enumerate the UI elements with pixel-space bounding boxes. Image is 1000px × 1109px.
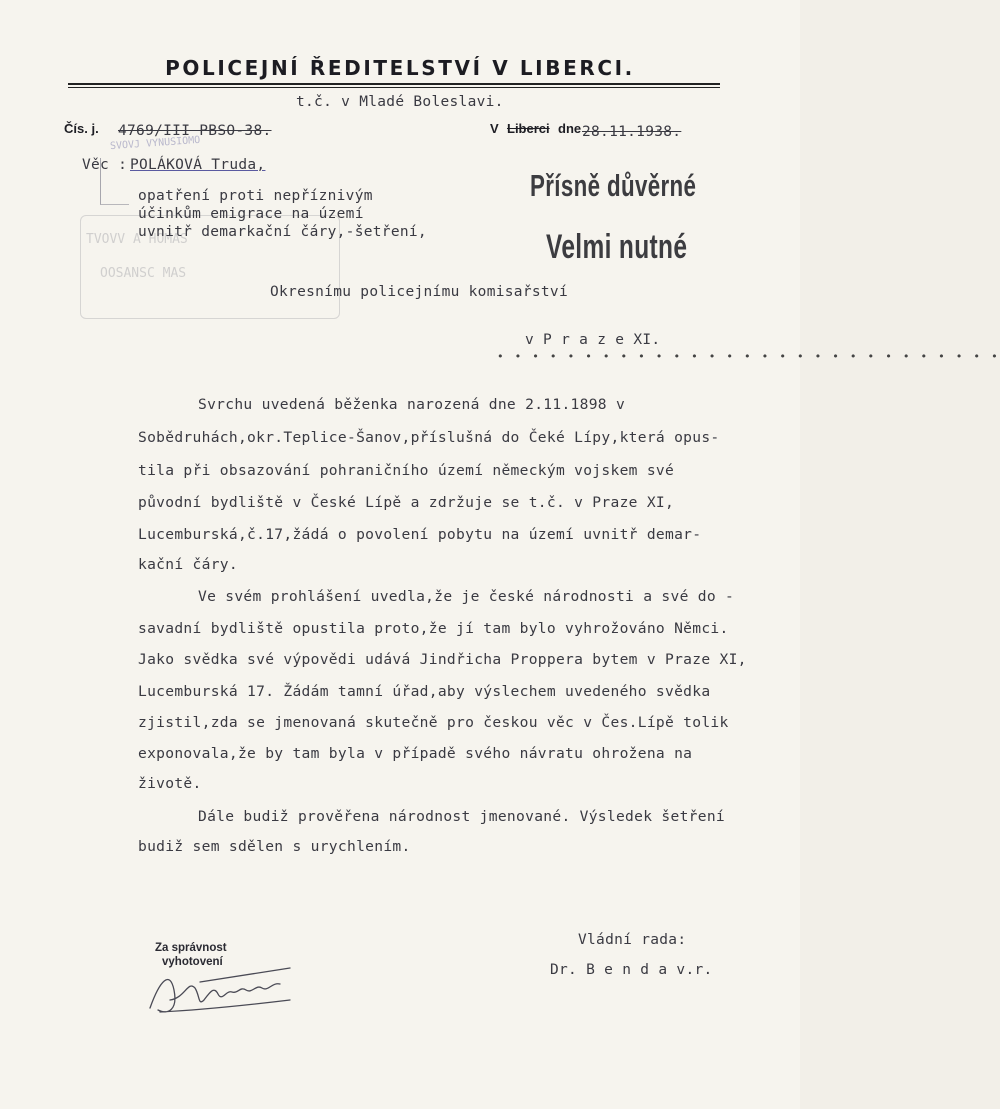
correctness-label-1: Za správnost — [155, 942, 227, 954]
subject-line-1: opatření proti nepříznivým — [138, 188, 373, 204]
body-p2-line-3: Jako svědka své výpovědi udává Jindřicha Proppera bytem v Praze XI, — [138, 651, 747, 668]
faint-stamp-text: TVOVV A HOMAS — [86, 232, 188, 247]
subject-line-3: uvnitř demarkační čáry,-šetření, — [138, 224, 427, 240]
recipient-office: Okresnímu policejnímu komisařství — [270, 284, 568, 300]
subject-line-2: účinkům emigrace na území — [138, 206, 364, 222]
body-p1-line-1: Svrchu uvedená běženka narozená dne 2.11.1898 v — [198, 396, 626, 413]
body-p2-line-7: životě. — [138, 775, 202, 792]
body-p1-line-3: tila při obsazování pohraničního území německým vojskem své — [138, 462, 675, 479]
body-p1-line-6: kační čáry. — [138, 556, 238, 573]
city-label: V — [490, 121, 499, 136]
date-label: dne — [558, 121, 582, 136]
subject-label: Věc : — [82, 157, 128, 173]
stamp-urgent: Velmi nutné — [546, 228, 688, 266]
correctness-label-2: vyhotovení — [162, 956, 223, 968]
subject-bracket — [100, 158, 129, 205]
body-p3-line-2: budiž sem sdělen s urychlením. — [138, 838, 411, 855]
body-p2-line-2: savadní bydliště opustila proto,že jí tam bylo vyhrožováno Němci. — [138, 620, 729, 637]
letterhead-rule-thick — [68, 83, 720, 85]
body-p1-line-4: původní bydliště v České Lípě a zdržuje se t.č. v Praze XI, — [138, 494, 675, 511]
subject-name: POLÁKOVÁ Truda, — [130, 157, 266, 173]
letterhead-subtitle: t.č. v Mladé Boleslavi. — [296, 94, 504, 110]
stamp-confidential: Přísně důvěrné — [530, 168, 697, 203]
body-p2-line-4: Lucemburská 17. Žádám tamní úřad,aby výslechem uvedeného svědka — [138, 683, 711, 700]
letterhead-title: POLICEJNÍ ŘEDITELSTVÍ V LIBERCI. — [165, 56, 635, 80]
letterhead-rule-thin — [68, 87, 720, 88]
reference-label: Čís. j. — [64, 121, 99, 136]
body-p2-line-6: exponovala,že by tam byla v případě svého návratu ohrožena na — [138, 745, 693, 762]
body-p2-line-1: Ve svém prohlášení uvedla,že je české národnosti a své do - — [198, 588, 735, 605]
official-name: Dr. B e n d a v.r. — [550, 962, 713, 978]
reference-number: 4769/III PBSO-38. — [118, 123, 272, 139]
handwritten-signature — [140, 960, 310, 1020]
faint-overlay-stamp: SVOVJ VYNUSIOMO — [109, 134, 201, 153]
date-value: 28.11.1938. — [582, 124, 682, 140]
body-p1-line-5: Lucemburská,č.17,žádá o povolení pobytu na území uvnitř demar- — [138, 526, 702, 543]
official-title: Vládní rada: — [578, 932, 687, 948]
body-p3-line-1: Dále budiž prověřena národnost jmenované. Výsledek šetření — [198, 808, 725, 825]
recipient-location: v P r a z e XI. — [525, 332, 661, 348]
city-name: Liberci — [507, 121, 550, 136]
faint-stamp-text-2: OOSANSC MAS — [100, 266, 187, 281]
recipient-dotted-rule: • • • • • • • • • • • • • • • • • • • • • • • • • • • • • — [497, 350, 1000, 363]
body-p1-line-2: Sobědruhách,okr.Teplice-Šanov,příslušná do Čeké Lípy,která opus- — [138, 429, 720, 446]
body-p2-line-5: zjistil,zda se jmenovaná skutečně pro českou věc v Čes.Lípě tolik — [138, 714, 729, 731]
